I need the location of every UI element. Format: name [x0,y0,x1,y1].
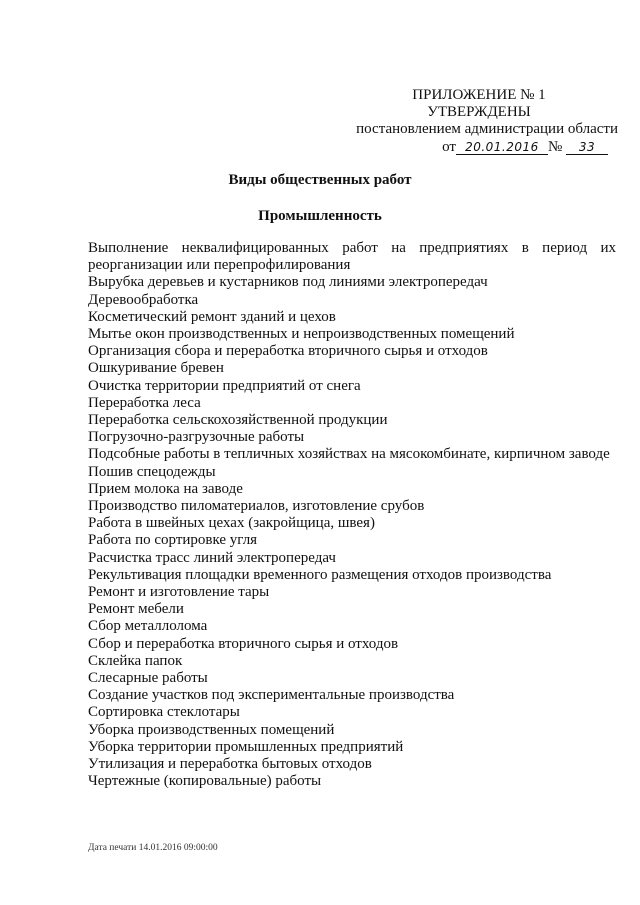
list-item: Сбор и переработка вторичного сырья и отходов [88,635,399,652]
list-item: Расчистка трасс линий электропередач [88,549,336,566]
list-item: Организация сбора и переработка вторичного сырья и отходов [88,343,488,360]
list-item: Прием молока на заводе [88,480,243,497]
list-item: Подсобные работы в тепличных хозяйствах на мясокомбинате, кирпичном заводе [88,446,610,463]
list-item: Утилизация и переработка бытовых отходов [88,756,372,773]
list-item: Переработка леса [88,394,201,411]
work-types-list [88,240,616,791]
list-item: Мытье окон производственных и непроизводственных помещений [88,326,515,343]
list-item: Ошкуривание бревен [88,360,224,377]
resolution-date: 20.01.2016 [456,140,548,155]
document-title: Виды общественных работ [228,172,412,188]
list-item: Рекультивация площадки временного размещения отходов производства [88,566,552,583]
list-item: Пошив спецодежды [88,463,216,480]
list-item: Чертежные (копировальные) работы [88,773,322,790]
list-item: Косметический ремонт зданий и цехов [88,308,336,325]
list-item: Склейка папок [88,652,183,669]
list-item: Ремонт и изготовление тары [88,584,270,601]
number-label: № [547,139,563,155]
list-item: Деревообработка [88,291,199,308]
approved-label: УТВЕРЖДЕНЫ [427,104,531,120]
list-item: Уборка территории промышленных предприятий [88,738,404,755]
list-item: Работа по сортировке угля [88,532,258,549]
list-item: Производство пиломатериалов, изготовление срубов [88,498,425,515]
list-item: Переработка сельскохозяйственной продукции [88,412,388,429]
resolution-date-line [344,139,608,156]
resolution-number: 33 [566,140,608,155]
issuer-line: постановлением администрации области [356,121,618,137]
list-item: Очистка территории предприятий от снега [88,377,361,394]
list-item: Создание участков под экспериментальные производства [88,687,455,704]
list-item: Погрузочно-разгрузочные работы [88,429,305,446]
list-item: Сбор металлолома [88,618,208,635]
appendix-number: ПРИЛОЖЕНИЕ № 1 [412,87,546,103]
print-date: Дата печати 14.01.2016 09:00:00 [88,843,218,853]
list-item: Сортировка стеклотары [88,704,240,721]
from-label: от [442,139,456,155]
list-item: Уборка производственных помещений [88,721,335,738]
list-item: Работа в швейных цехах (закройщица, швея) [88,515,375,532]
list-item: Вырубка деревьев и кустарников под линиями электропередач [88,274,488,291]
list-item: Выполнение неквалифицированных работ на предприятиях в период их реорганизации или перепрофилирования [88,240,616,274]
approval-stamp [344,87,618,156]
list-item: Слесарные работы [88,670,208,687]
list-item: Ремонт мебели [88,601,184,618]
section-title: Промышленность [258,208,382,224]
